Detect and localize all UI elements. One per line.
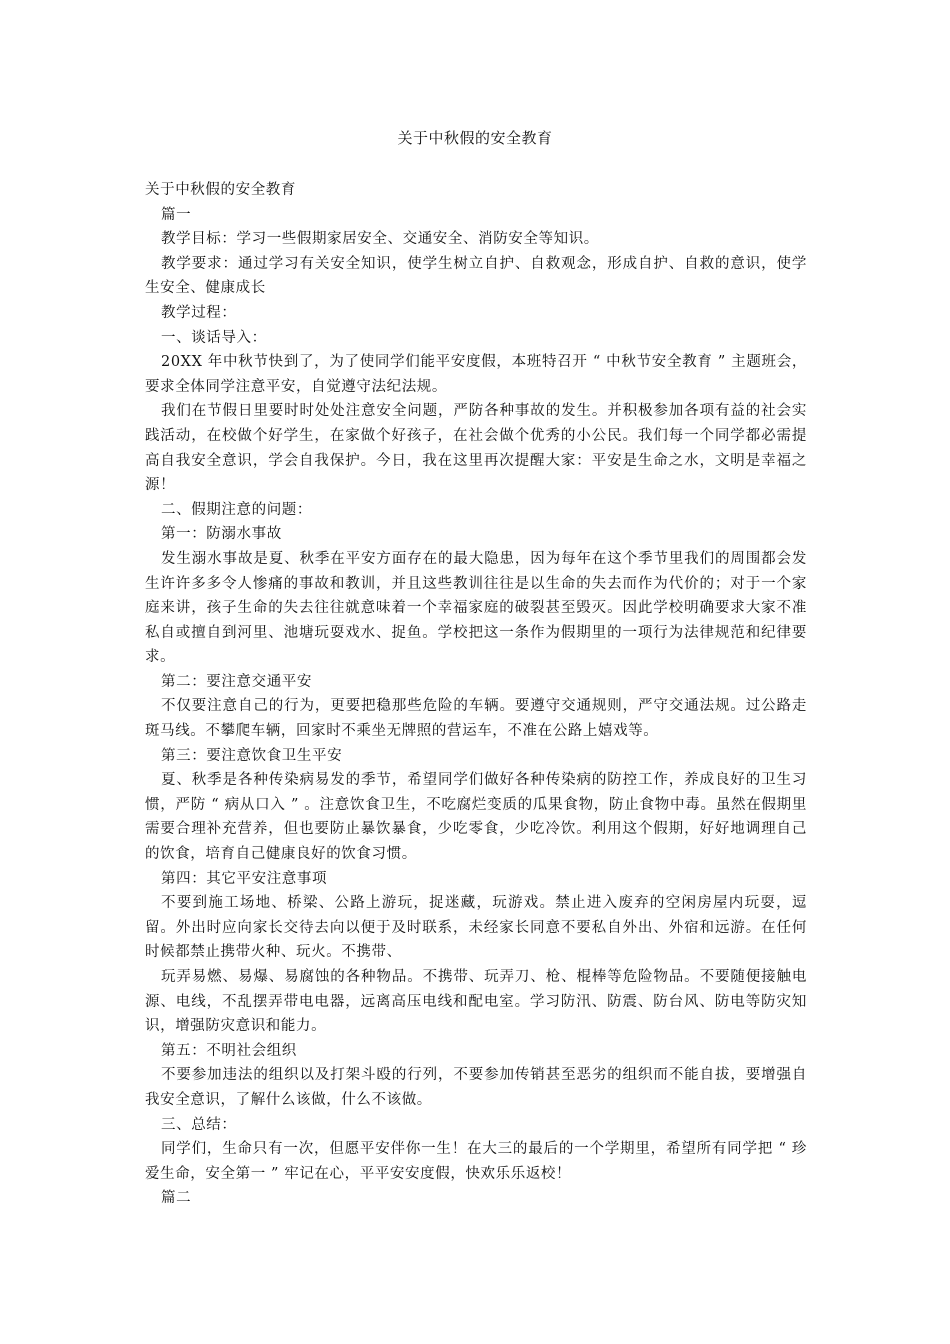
- unknown-organization-paragraph: 不要参加违法的组织以及打架斗殴的行列，不要参加传销甚至恶劣的组织而不能自拔，要增强自我安全意识，了解什么该做，什么不该做。: [145, 1067, 807, 1108]
- food-safety-paragraph: 夏、秋季是各种传染病易发的季节，希望同学们做好各种传染病的防控工作，养成良好的卫生习惯，严防 “ 病从口入 ” 。注意饮食卫生，不吃腐烂变质的瓜果食物，防止食物中毒。虽然在假期里需要合理补充营养，但也要防止暴饮暴食，少吃零食，少吃冷饮。利用这个假期，好好地调理自己的饮食，培育自己健康良好的饮食习惯。: [145, 772, 807, 863]
- intro-paragraph: 20XX 年中秋节快到了，为了使同学们能平安度假，本班特召开 “ 中秋节安全教育 ” 主题班会，要求全体同学注意平安，自觉遵守法纪法规。: [145, 354, 807, 395]
- traffic-heading: 第二：要注意交通平安: [161, 673, 312, 690]
- drowning-heading: 第一：防溺水事故: [161, 526, 282, 543]
- intro-heading: 一、谈话导入：: [161, 329, 267, 346]
- section-label-part-two: 篇二: [161, 1190, 192, 1207]
- safety-reminder-paragraph: 我们在节假日里要时时处处注意安全问题，严防各种事故的发生。并积极参加各项有益的社会实践活动，在校做个好学生，在家做个好孩子，在社会做个优秀的小公民。我们每一个同学都必需提高自我安全意识，学会自我保护。今日，我在这里再次提醒大家：平安是生命之水，文明是幸福之源！: [145, 403, 807, 494]
- document-body: [145, 178, 807, 1211]
- summary-paragraph: 同学们，生命只有一次，但愿平安伴你一生！在大三的最后的一个学期里，希望所有同学把 “ 珍爱生命，安全第一 ” 牢记在心，平平安安度假，快欢乐乐返校！: [145, 1141, 807, 1182]
- other-safety-paragraph-1: 不要到施工场地、桥梁、公路上游玩，捉迷藏，玩游戏。禁止进入废弃的空闲房屋内玩耍，逗留。外出时应向家长交待去向以便于及时联系，未经家长同意不要私自外出、外宿和远游。在任何时候都禁止携带火种、玩火。不携带、: [145, 895, 807, 961]
- section-label-part-one: 篇一: [161, 206, 192, 223]
- holiday-issues-heading: 二、假期注意的问题：: [161, 501, 312, 518]
- teaching-goal-paragraph: 教学目标：学习一些假期家居安全、交通安全、消防安全等知识。: [161, 231, 599, 248]
- teaching-process-heading: 教学过程：: [161, 304, 237, 321]
- other-safety-heading: 第四：其它平安注意事项: [161, 870, 328, 887]
- traffic-paragraph: 不仅要注意自己的行为，更要把稳那些危险的车辆。要遵守交通规则，严守交通法规。过公路走斑马线。不攀爬车辆，回家时不乘坐无牌照的营运车，不准在公路上嬉戏等。: [145, 698, 807, 740]
- summary-heading: 三、总结：: [161, 1116, 237, 1133]
- other-safety-paragraph-2: 玩弄易燃、易爆、易腐蚀的各种物品。不携带、玩弄刀、枪、棍棒等危险物品。不要随便接触电源、电线，不乱摆弄带电电器，远离高压电线和配电室。学习防汛、防震、防台风、防电等防灾知识，增强防灾意识和能力。: [145, 969, 807, 1035]
- food-safety-heading: 第三：要注意饮食卫生平安: [161, 747, 343, 764]
- body-heading: 关于中秋假的安全教育: [145, 182, 296, 198]
- unknown-organization-heading: 第五：不明社会组织: [161, 1042, 297, 1059]
- drowning-paragraph: 发生溺水事故是夏、秋季在平安方面存在的最大隐患，因为每年在这个季节里我们的周围都会发生许许多多令人惨痛的事故和教训，并且这些教训往往是以生命的失去而作为代价的；对于一个家庭来讲，孩子生命的失去往往就意味着一个幸福家庭的破裂甚至毁灭。因此学校明确要求大家不准私自或擅自到河里、池塘玩耍戏水、捉鱼。学校把这一条作为假期里的一项行为法律规范和纪律要求。: [145, 550, 807, 666]
- document-title: 关于中秋假的安全教育: [397, 129, 553, 147]
- teaching-requirement-paragraph: 教学要求：通过学习有关安全知识，使学生树立自护、自救观念，形成自护、自救的意识，使学生安全、健康成长: [145, 255, 807, 297]
